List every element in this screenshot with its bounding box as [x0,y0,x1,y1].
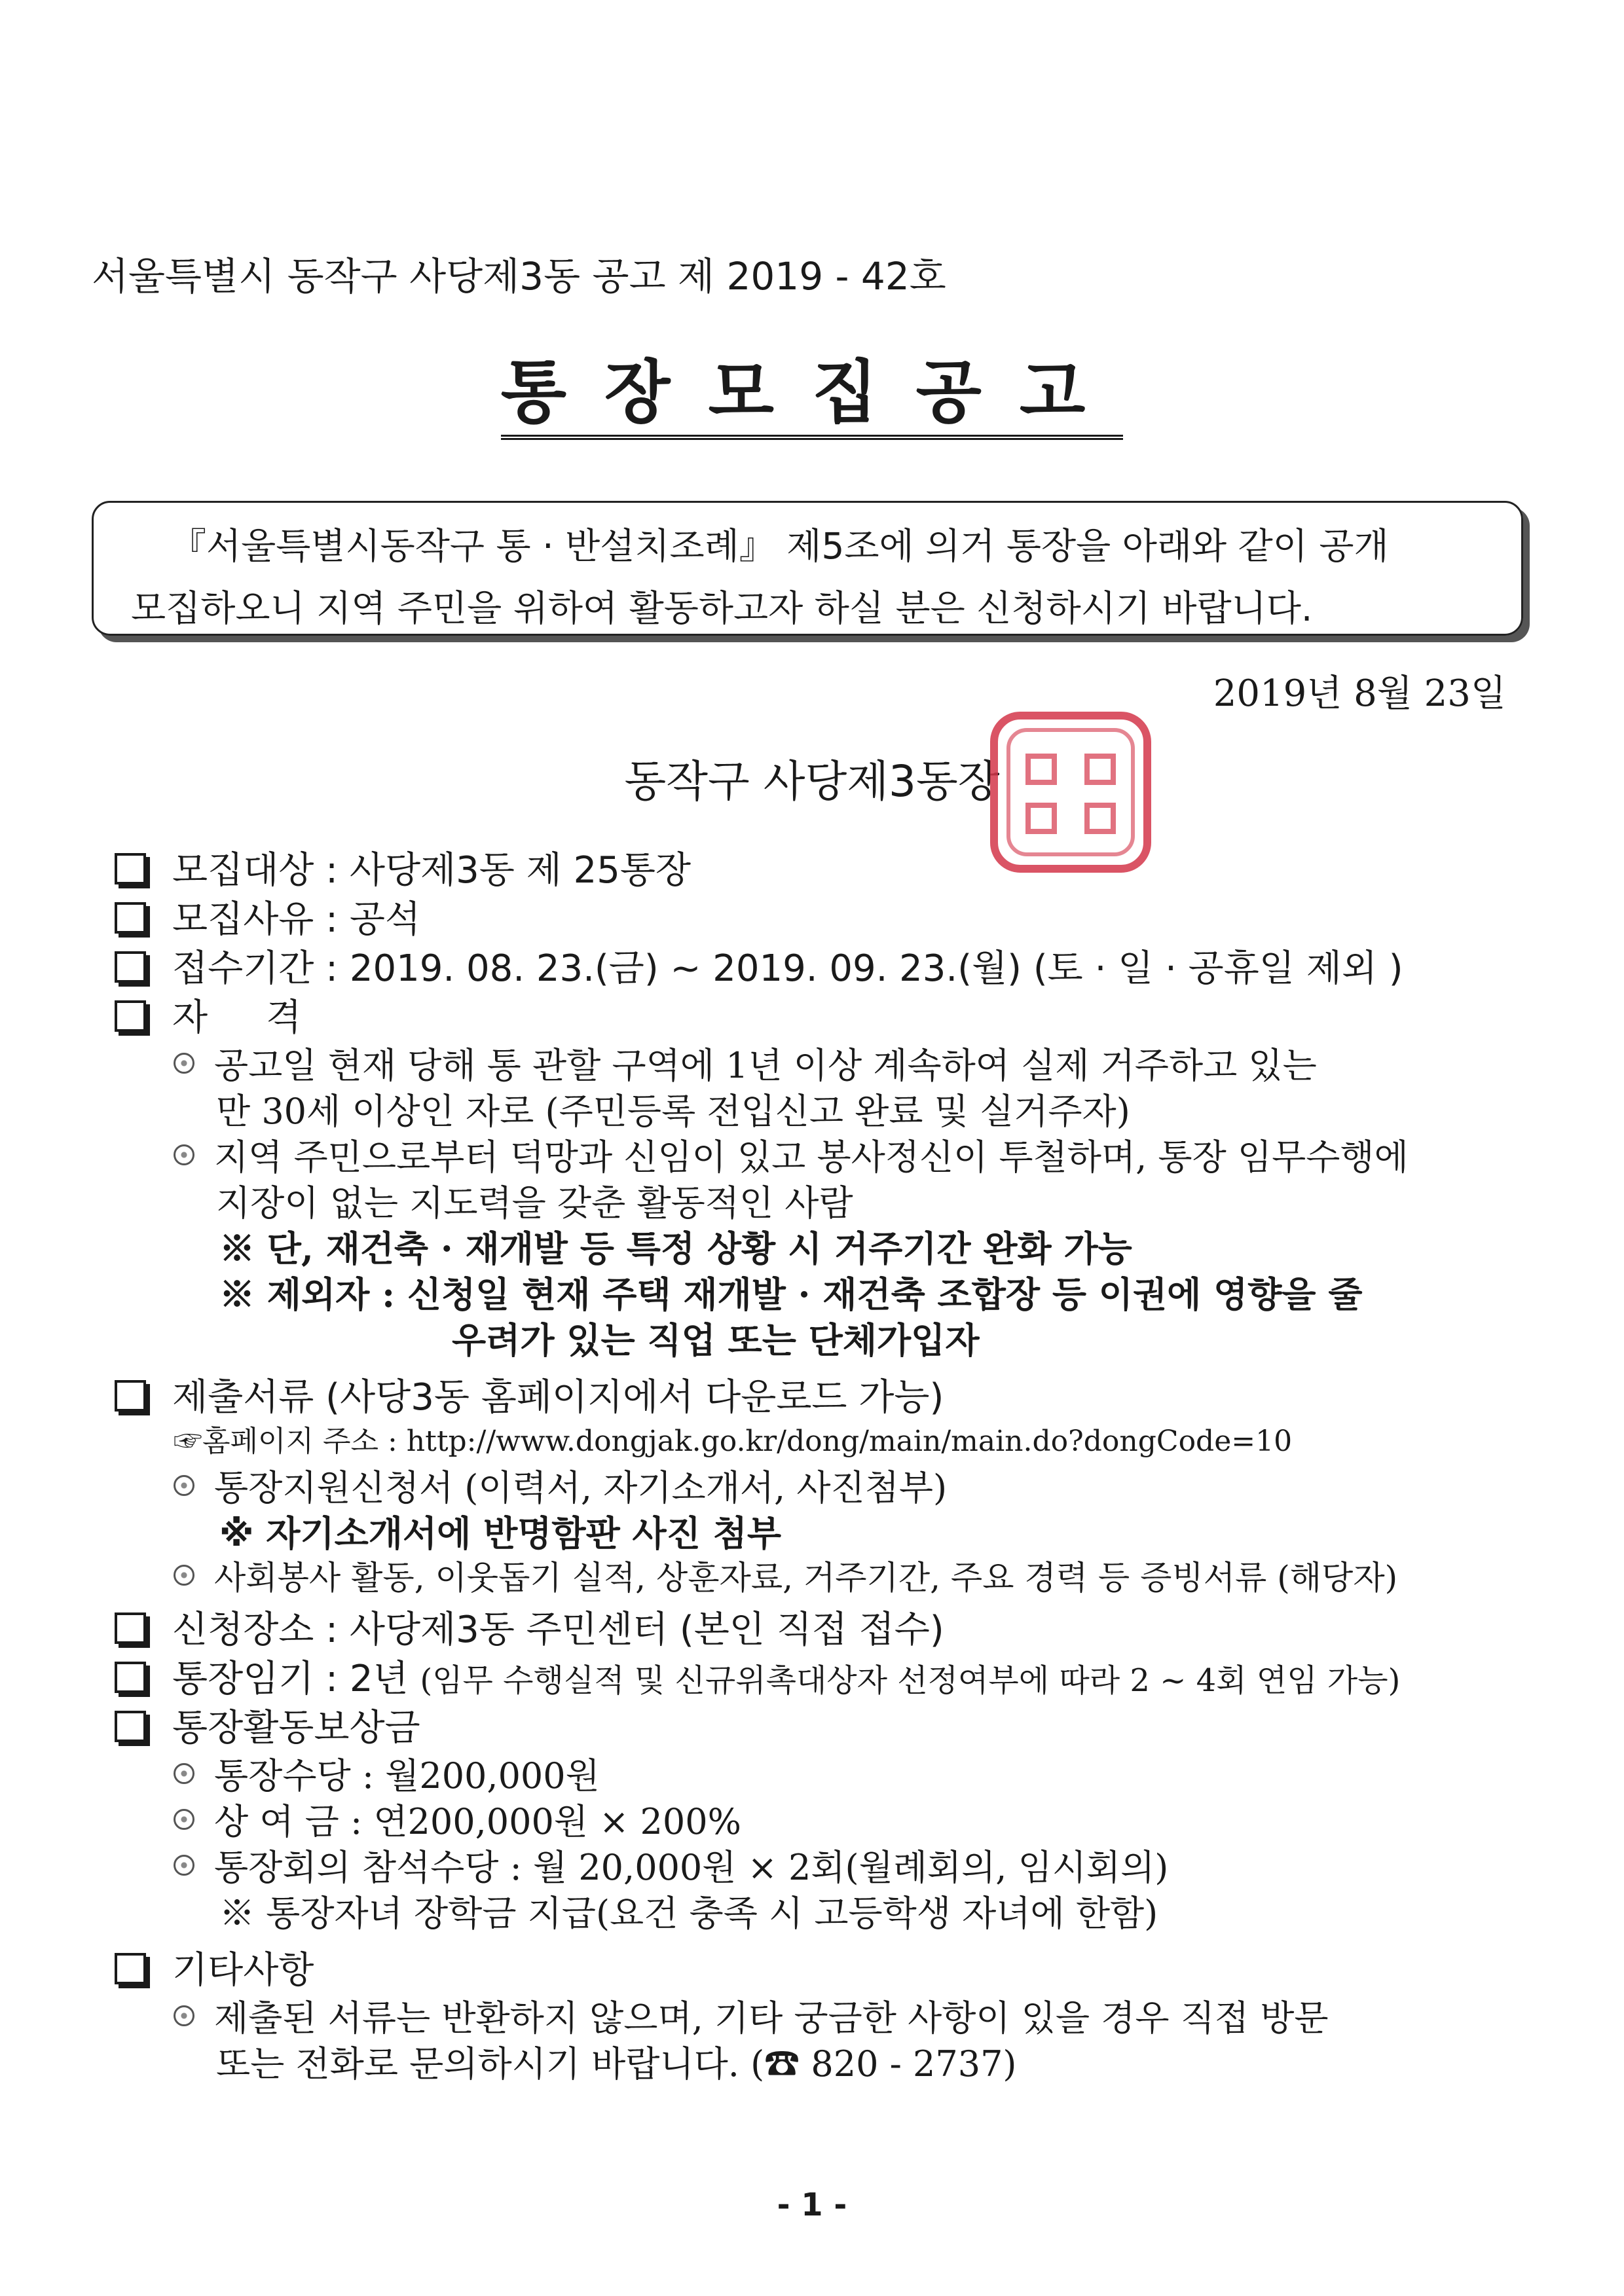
section-target-text: 모집대상 : 사당제3동 제 25통장 [172,849,692,892]
bullet-circle-icon [174,1855,194,1876]
qual-2a: 지역 주민으로부터 덕망과 신임이 있고 봉사정신이 투철하며, 통장 임무수행에 [214,1137,1409,1178]
checkbox-icon [115,1000,146,1032]
comp-2: 상 여 금 : 연200,000원 × 200% [214,1801,741,1842]
document-item-1 [174,1460,947,1510]
issuer: 동작구 사당제3동장 [624,756,1000,807]
section-reason-text: 모집사유 : 공석 [172,898,421,941]
qualification-note-2b: 우려가 있는 직업 또는 단체가입자 [452,1319,980,1361]
title-text: 통장모집공고 [501,352,1124,440]
bullet-circle-icon [174,1475,194,1496]
section-other-text: 기타사항 [172,1949,314,1992]
homepage-url: ☞홈페이지 주소 : http://www.dongjak.go.kr/dong/main/main.do?dongCode=10 [174,1425,1293,1458]
comp-3: 통장회의 참석수당 : 월 20,000원 × 2회(월례회의, 임시회의) [214,1847,1169,1888]
checkbox-icon [115,951,146,983]
checkbox-icon [115,1380,146,1412]
bullet-circle-icon [174,1565,194,1586]
section-term-detail: (임무 수행실적 및 신규위촉대상자 선정여부에 따라 2 ~ 4회 연임 가능) [420,1662,1401,1699]
qualification-note-1: ※ 단, 재건축 · 재개발 등 특정 상황 시 거주기간 완화 가능 [219,1228,1132,1269]
qualification-item-2 [174,1129,1409,1180]
section-place-text: 신청장소 : 사당제3동 주민센터 (본인 직접 접수) [172,1609,944,1651]
section-documents [115,1368,944,1421]
qual-2b: 지장이 없는 지도력을 갖춘 활동적인 사람 [216,1182,853,1224]
doc-2: 사회봉사 활동, 이웃돕기 실적, 상훈자료, 거주기간, 주요 경력 등 증빙서류 (해당자) [214,1559,1398,1597]
section-period [115,939,1403,992]
compensation-note: ※ 통장자녀 장학금 지급(요건 충족 시 고등학생 자녀에 한함) [219,1893,1158,1934]
section-term-label: 통장임기 : 2년 [172,1658,409,1700]
qualification-item-1 [174,1038,1317,1088]
section-documents-text: 제출서류 (사당3동 홈페이지에서 다운로드 가능) [172,1376,944,1419]
section-compensation [115,1699,420,1751]
checkbox-icon [115,1711,146,1742]
checkbox-icon [115,902,146,934]
section-qualification-text: 자 격 [172,996,302,1039]
compensation-item-1 [174,1748,600,1798]
bullet-circle-icon [174,1053,194,1074]
checkbox-icon [115,853,146,884]
other-item-1 [174,1990,1329,2041]
intro-line-1: 『서울특별시동작구 통 · 반설치조례』 제5조에 의거 통장을 아래와 같이 공개 [170,525,1389,567]
bullet-circle-icon [174,1809,194,1830]
compensation-item-3 [174,1840,1168,1890]
section-other [115,1941,314,1994]
section-period-text: 접수기간 : 2019. 08. 23.(금) ~ 2019. 09. 23.(월) (토 · 일 · 공휴일 제외 ) [172,947,1403,990]
comp-1: 통장수당 : 월200,000원 [214,1755,600,1796]
checkbox-icon [115,1953,146,1984]
checkbox-icon [115,1613,146,1644]
intro-line-2: 모집하오니 지역 주민을 위하여 활동하고자 하실 분은 신청하시기 바랍니다. [131,587,1313,629]
section-target [115,841,691,894]
document-note: ※ 자기소개서에 반명함판 사진 첨부 [219,1513,781,1554]
section-qualification [115,989,301,1041]
notice-number: 서울특별시 동작구 사당제3동 공고 제 2019 - 42호 [92,254,946,299]
checkbox-icon [115,1662,146,1693]
bullet-circle-icon [174,1763,194,1784]
qualification-note-2: ※ 제외자 : 신청일 현재 주택 재개발 · 재건축 조합장 등 이권에 영향을 줄 [219,1273,1363,1315]
section-compensation-text: 통장활동보상금 [172,1707,420,1749]
section-term [115,1650,1400,1702]
qual-1a: 공고일 현재 당해 통 관할 구역에 1년 이상 계속하여 실제 거주하고 있는 [214,1045,1317,1086]
page-number: - 1 - [777,2187,847,2223]
compensation-item-2 [174,1794,741,1844]
official-seal [989,710,1153,874]
bullet-circle-icon [174,2005,194,2026]
section-place [115,1601,944,1653]
other-1b: 또는 전화로 문의하시기 바랍니다. (☎ 820 - 2737) [216,2043,1017,2085]
other-1a: 제출된 서류는 반환하지 않으며, 기타 궁금한 사항이 있을 경우 직접 방문 [214,1997,1329,2039]
section-reason [115,890,420,943]
qual-1b: 만 30세 이상인 자로 (주민등록 전입신고 완료 및 실거주자) [216,1091,1130,1132]
notice-date: 2019년 8월 23일 [1213,672,1506,715]
doc-1: 통장지원신청서 (이력서, 자기소개서, 사진첨부) [214,1467,948,1508]
page-title [0,337,1624,435]
document-item-2 [174,1552,1397,1599]
bullet-circle-icon [174,1144,194,1165]
